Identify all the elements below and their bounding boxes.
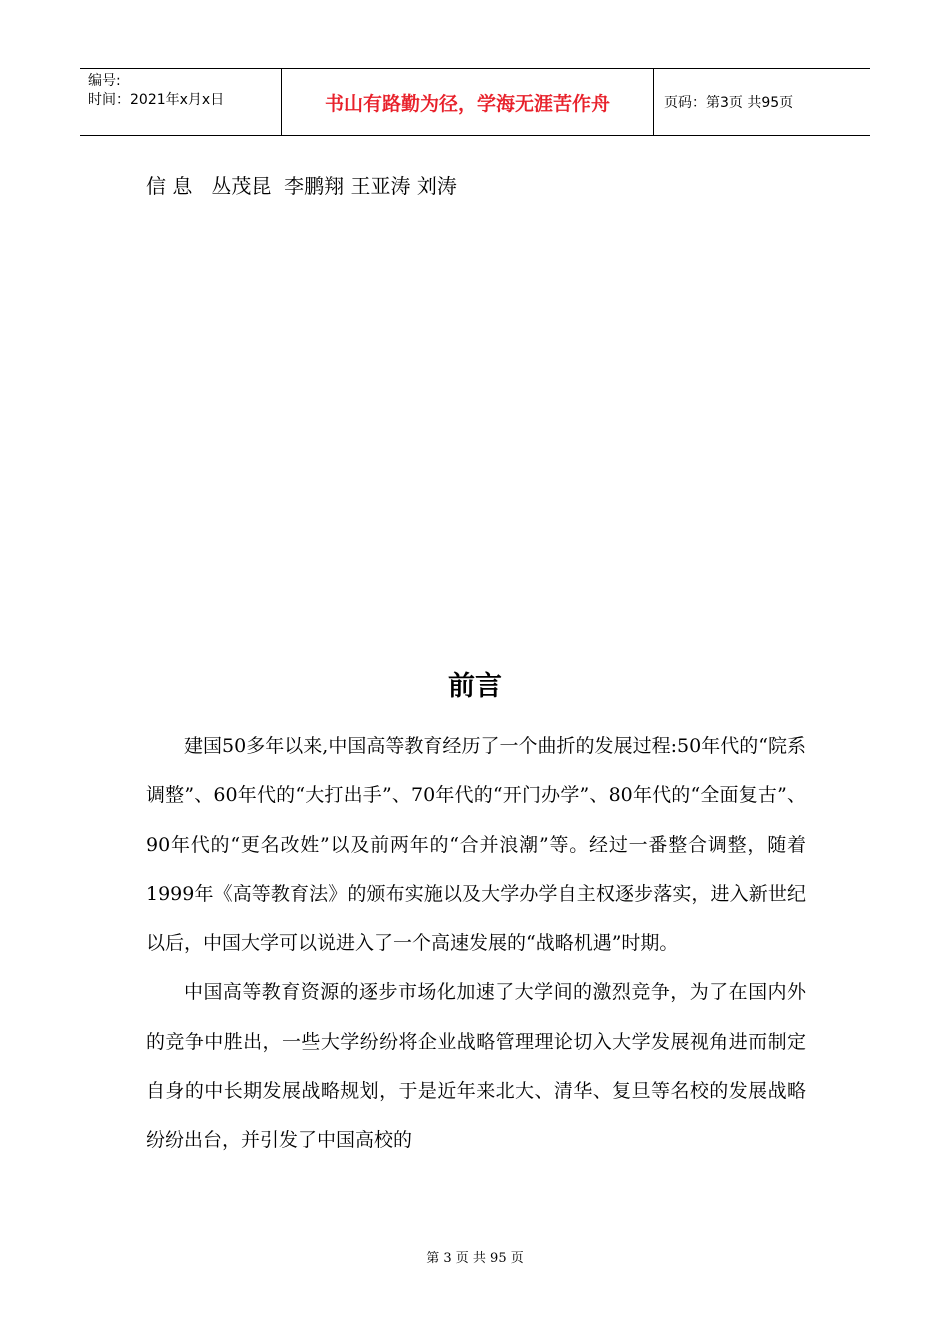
header-meta-cell bbox=[80, 69, 282, 135]
preface-paragraph: 中国高等教育资源的逐步市场化加速了大学间的激烈竞争，为了在国内外的竞争中胜出，一些大学纷纷将企业战略管理理论切入大学发展视角进而制定自身的中长期发展战略规划，于是近年来北大、清华、复旦等名校的发展战略纷纷出台，并引发了中国高校的 bbox=[146, 981, 806, 1152]
preface-title: 前言 bbox=[448, 671, 502, 702]
header-page-code: 页码：第3页 共95页 bbox=[664, 95, 794, 111]
preface-paragraph: 建国50多年以来,中国高等教育经历了一个曲折的发展过程:50年代的“院系调整”、60年代的“大打出手”、70年代的“开门办学”、80年代的“全面复古”、90年代的“更名改姓”以及前两年的“合并浪潮”等。经过一番整合调整，随着1999年《高等教育法》的颁布实施以及大学办学自主权逐步落实，进入新世纪以后，中国大学可以说进入了一个高速发展的“战略机遇”时期。 bbox=[146, 735, 806, 955]
members-line: 信 息 丛茂昆 李鹏翔 王亚涛 刘涛 bbox=[146, 174, 457, 198]
header-motto: 书山有路勤为径，学海无涯苦作舟 bbox=[282, 69, 654, 135]
preface-body bbox=[146, 722, 806, 1166]
number-label: 编号: bbox=[88, 73, 121, 89]
page-footer: 第 3 页 共 95 页 bbox=[426, 1251, 524, 1266]
document-header bbox=[80, 68, 870, 136]
time-label: 时间：2021年x月x日 bbox=[88, 92, 225, 108]
